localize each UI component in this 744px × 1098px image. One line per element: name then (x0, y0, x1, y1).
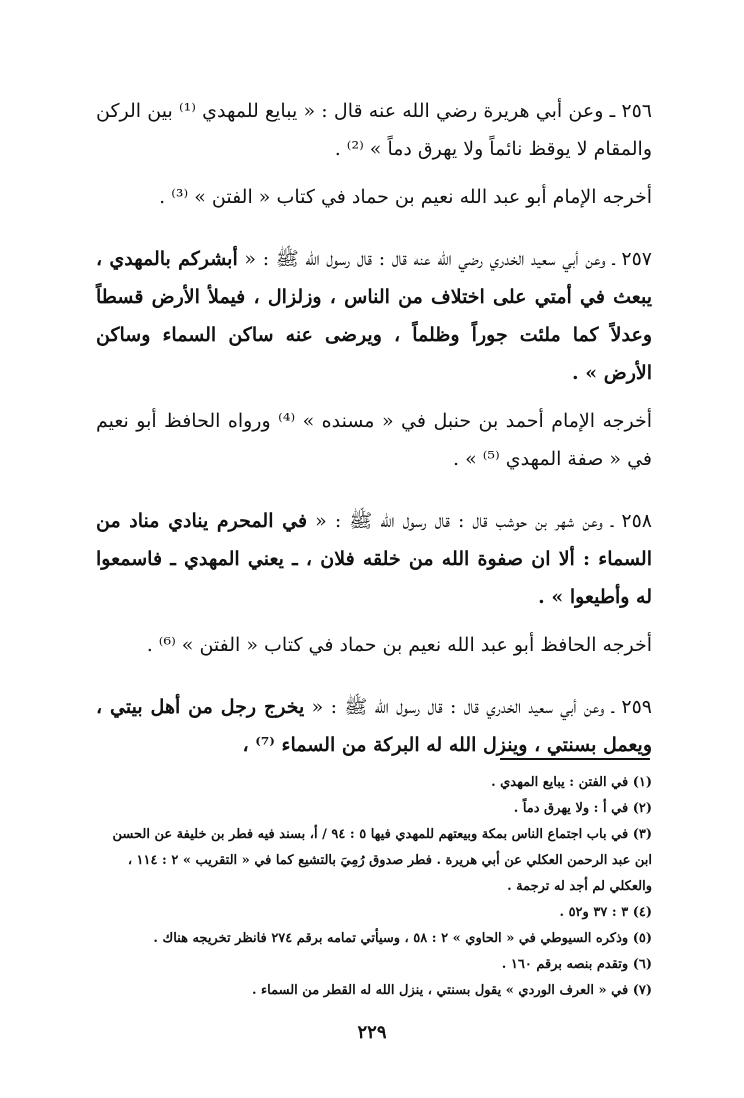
hadith-258 (96, 502, 652, 616)
hadith-257-text: أبشركم بالمهدي ، يبعث في أمتي على اختلاف من الناس ، وزلزال ، فيملأ الأرض قسطاً وعدلاً كما ملئت جوراً وظلماً ، ويرضى عنه ساكن السماء وساكن الأرض » . (96, 248, 652, 384)
hadith-258-text: في المحرم ينادي مناد من السماء : ألا ان صفوة الله من خلقه فلان ، ـ يعني المهدي ـ فاسمعوا له وأطيعوا » . (96, 510, 652, 608)
footnote-divider (500, 758, 650, 760)
footnotes (96, 770, 652, 1004)
footnote-5: (٥) وذكره السيوطي في « الحاوي » ٢ : ٥٨ ، وسيأتي تمامه برقم ٢٧٤ فانظر تخريجه هناك . (153, 931, 652, 946)
footnote-4: (٤) ٣ : ٣٧ و٥٢ . (559, 905, 652, 920)
source-257 (96, 402, 652, 478)
hadith-256-text: ٢٥٦ ـ وعن أبي هريرة رضي الله عنه قال : « يبايع للمهدي ⁽¹⁾ بين الركن والمقام لا يوقظ نائماً ولا يهرق دماً » ⁽²⁾ . (96, 100, 652, 160)
page-number: ٢٢٩ (357, 1022, 387, 1043)
hadith-259-intro: ٢٥٩ ـ وعن أبي سعيد الخدري قال : قال رسول الله ﷺ : « (304, 696, 652, 718)
source-256 (96, 178, 652, 216)
source-257-text: أخرجه الإمام أحمد بن حنبل في « مسنده » ⁽⁴⁾ ورواه الحافظ أبو نعيم في « صفة المهدي ⁽⁵⁾ » . (96, 410, 652, 470)
hadith-256 (96, 92, 652, 168)
hadith-259-text: يخرج رجل من أهل بيتي ، ويعمل بسنتي ، وينزل الله له البركة من السماء ⁽⁷⁾ ، (96, 696, 652, 756)
footnote-3: (٣) في باب اجتماع الناس بمكة وبيعتهم للمهدي فيها ٥ : ٩٤ / أ، بسند فيه فطر بن خليفة عن الحسن ابن عبد الرحمن العكلي عن أبي هريرة . فطر صدوق رُمِيَ بالتشيع كما في « التقريب » ٢ : ١١٤ ، والعكلي لم أجد له ترجمة . (112, 827, 652, 894)
footnote-7: (٧) في « العرف الوردي » يقول بسنتي ، ينزل الله له القطر من السماء . (251, 983, 652, 998)
main-text (96, 92, 652, 764)
hadith-259 (96, 688, 652, 764)
hadith-257 (96, 240, 652, 392)
footnote-1: (١) في الفتن : يبايع المهدي . (491, 775, 652, 790)
source-258-text: أخرجه الحافظ أبو عبد الله نعيم بن حماد في كتاب « الفتن » ⁽⁶⁾ . (146, 634, 652, 656)
source-258 (96, 626, 652, 664)
footnote-6: (٦) وتقدم بنصه برقم ١٦٠ . (501, 957, 652, 972)
source-256-text: أخرجه الإمام أبو عبد الله نعيم بن حماد في كتاب « الفتن » ⁽³⁾ . (159, 186, 652, 208)
footnote-2: (٢) في أ : ولا يهرق دماً . (513, 801, 652, 816)
hadith-258-intro: ٢٥٨ ـ وعن شهر بن حوشب قال : قال رسول الله ﷺ : « (307, 510, 652, 532)
hadith-257-intro: ٢٥٧ ـ وعن أبي سعيد الخدري رضي الله عنه قال : قال رسول الله ﷺ : « (237, 248, 652, 270)
